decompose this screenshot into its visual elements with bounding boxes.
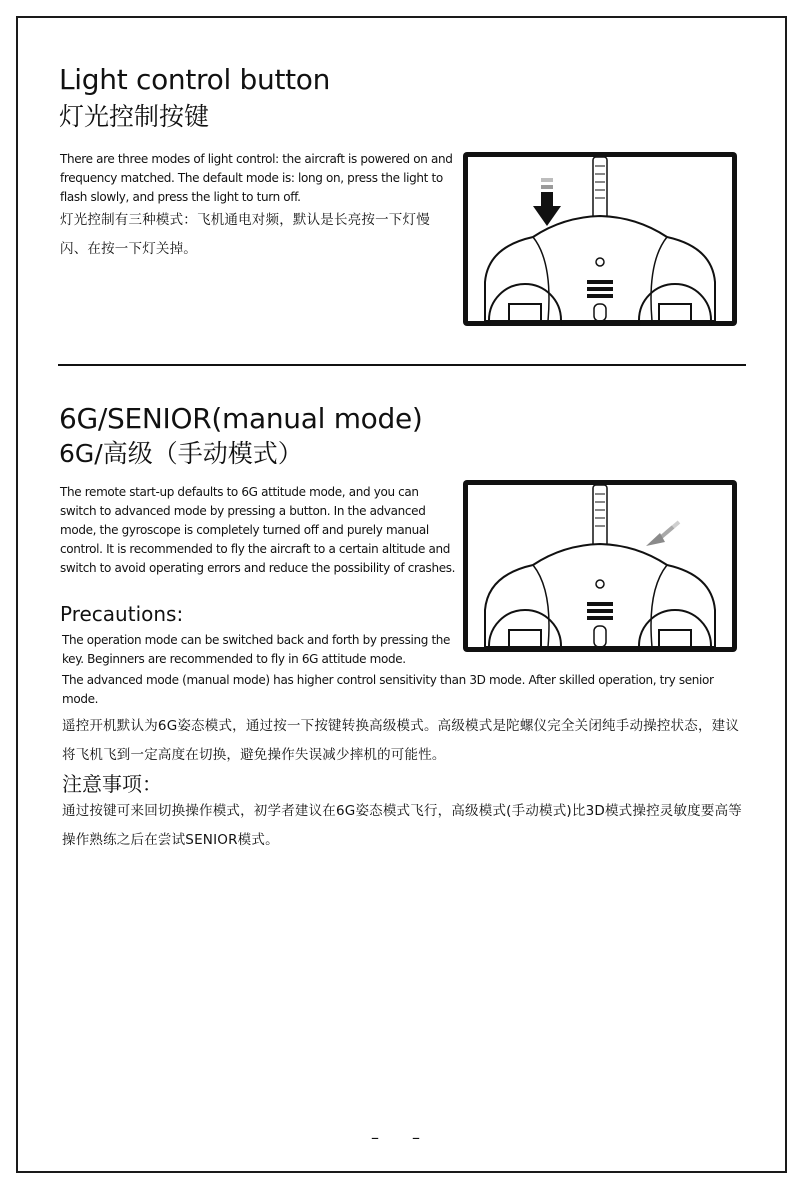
section1-title-cn: 灯光控制按键 — [59, 102, 210, 131]
page-number: – – — [370, 1128, 435, 1147]
section2-body-en: The remote start-up defaults to 6G attitude mode, and you can switch to advanced mode by pressing a button. In the advanced mode, the gyroscope is completely turned off and purely manual control. It is recommended to fly the aircraft to a certain altitude and switch to avoid operating errors and reduce the possibility of crashes. — [60, 485, 456, 575]
controller-mode-button-illustration — [463, 480, 737, 652]
section2-title-cn: 6G/高级（手动模式） — [59, 439, 303, 468]
remote-controller-mode-button-icon — [463, 480, 737, 652]
precautions-title-cn: 注意事项： — [62, 772, 162, 796]
precautions-body-en-2: The advanced mode (manual mode) has higher control sensitivity than 3D mode. After skilled operation, try senior mode. — [62, 673, 714, 706]
controller-light-button-illustration — [463, 152, 737, 326]
section1-title-en: Light control button — [59, 63, 331, 96]
precautions-title-en: Precautions: — [60, 602, 184, 626]
section2-title-en: 6G/SENIOR(manual mode) — [59, 402, 423, 435]
remote-controller-light-button-icon — [463, 152, 737, 326]
section2-body-cn: 遥控开机默认为6G姿态模式，通过按一下按键转换高级模式。高级模式是陀螺仪完全关闭纯手动操控状态，建议将飞机飞到一定高度在切换，避免操作失误减少摔机的可能性。 — [62, 718, 740, 763]
section1-body-en: There are three modes of light control: the aircraft is powered on and frequency matched. The default mode is: long on, press the light to flash slowly, and press the light to turn off. — [60, 152, 453, 204]
precautions-body-cn: 通过按键可来回切换操作模式，初学者建议在6G姿态模式飞行，高级模式(手动模式)比3D模式操控灵敏度要高等操作熟练之后在尝试SENIOR模式。 — [62, 803, 742, 848]
precautions-body-en-1: The operation mode can be switched back and forth by pressing the key. Beginners are recommended to fly in 6G attitude mode. — [62, 633, 451, 666]
section-divider — [58, 364, 746, 366]
section1-body-cn: 灯光控制有三种模式：飞机通电对频，默认是长亮按一下灯慢闪、在按一下灯关掉。 — [60, 212, 430, 257]
